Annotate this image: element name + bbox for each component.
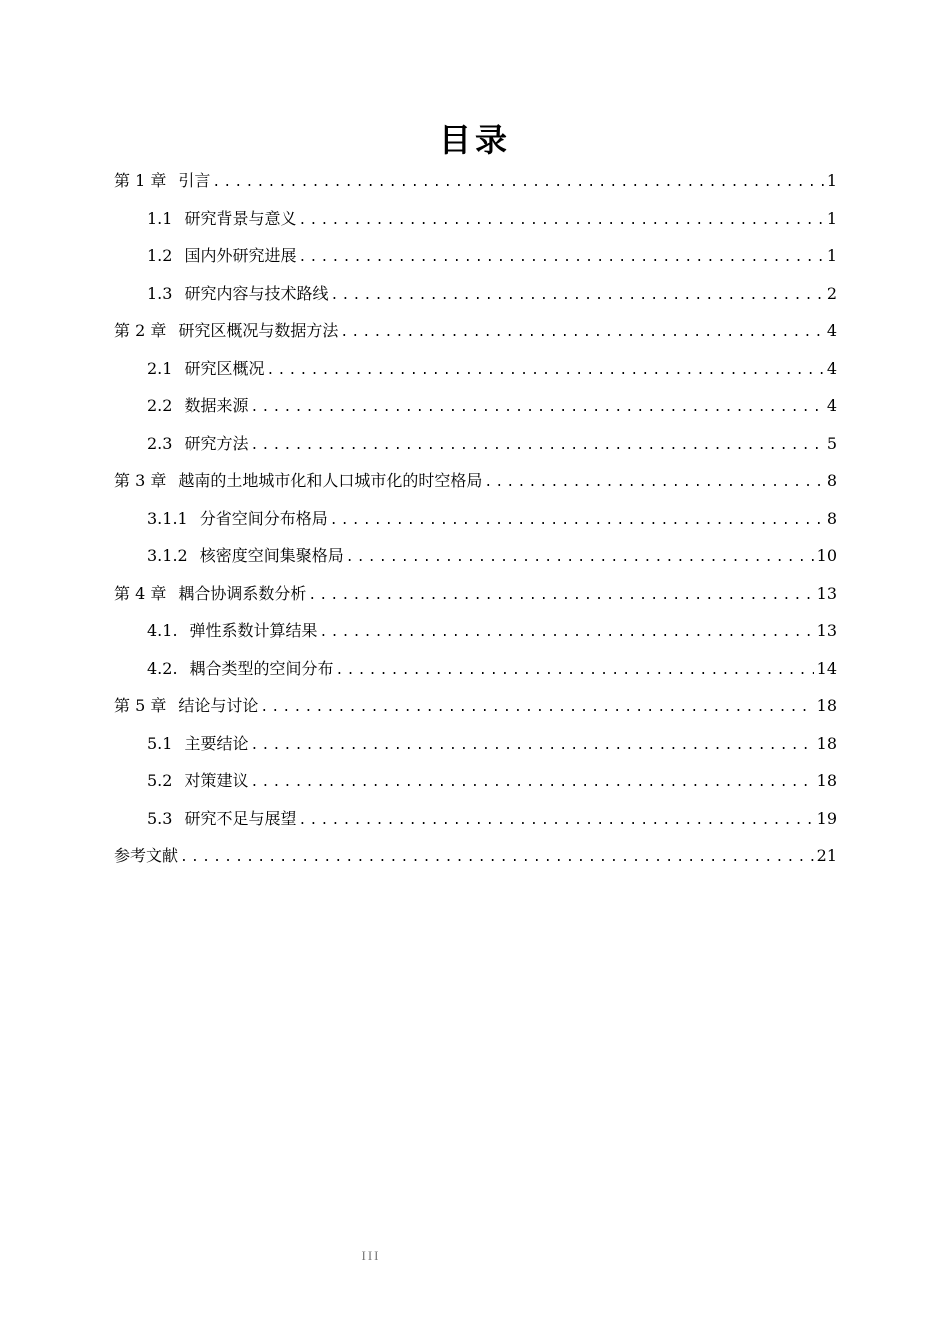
toc-entry-label [147, 350, 264, 388]
toc-entry[interactable] [114, 687, 837, 725]
toc-entry-text: 分省空间分布格局 [199, 508, 328, 528]
toc-entry-page: 21 [816, 846, 837, 865]
toc-entry[interactable] [114, 725, 837, 763]
toc-entry-text: 研究不足与展望 [184, 808, 297, 828]
toc-entry-page: 1 [826, 171, 837, 190]
dot-leader [250, 727, 813, 765]
dot-leader [250, 389, 823, 427]
toc-entry-label [147, 612, 318, 650]
toc-entry-label [147, 275, 328, 313]
toc-entry-text: 参考文献 [114, 846, 179, 865]
dot-leader [346, 539, 814, 577]
toc-entry-page: 8 [826, 508, 837, 528]
toc-entry-number: 1.2 [147, 246, 173, 265]
toc-entry-text: 研究区概况 [184, 358, 265, 378]
dot-leader [330, 502, 824, 540]
toc-entry-label [147, 387, 248, 425]
toc-entry-number: 4.1. [147, 621, 178, 640]
dot-leader [266, 352, 823, 390]
toc-entry[interactable] [114, 275, 837, 313]
table-of-contents [114, 162, 837, 875]
toc-entry-text: 耦合协调系数分析 [178, 583, 307, 603]
dot-leader [308, 577, 813, 615]
dot-leader [298, 239, 823, 277]
toc-entry-label [147, 237, 296, 275]
toc-entry[interactable] [114, 537, 837, 575]
dot-leader [336, 652, 814, 690]
toc-entry[interactable] [114, 200, 837, 238]
dot-leader [340, 314, 823, 352]
toc-entry-label [147, 800, 296, 838]
toc-entry[interactable] [114, 162, 837, 200]
dot-leader [298, 202, 823, 240]
toc-entry-number: 5.1 [147, 733, 173, 753]
toc-entry[interactable] [114, 575, 837, 613]
dot-leader [320, 614, 814, 652]
toc-entry-number: 2.2 [147, 396, 173, 415]
toc-entry-page: 2 [826, 283, 837, 303]
toc-entry-label [147, 537, 344, 575]
toc-title: 目录 [438, 121, 511, 159]
toc-entry-page: 4 [826, 321, 837, 340]
toc-entry[interactable] [114, 500, 837, 538]
toc-entry[interactable] [114, 312, 837, 350]
toc-entry-text: 耦合类型的空间分布 [189, 658, 334, 678]
toc-entry[interactable] [114, 837, 837, 875]
toc-entry-label [114, 462, 482, 500]
toc-entry-text: 主要结论 [184, 733, 249, 753]
toc-entry-text: 研究区概况与数据方法 [178, 321, 339, 340]
toc-entry-number: 1.3 [147, 283, 173, 303]
page-number: III [361, 1248, 381, 1263]
toc-entry-label [147, 425, 248, 463]
toc-entry[interactable] [114, 762, 837, 800]
toc-entry[interactable] [114, 237, 837, 275]
toc-entry[interactable] [114, 462, 837, 500]
toc-entry-page: 1 [826, 246, 837, 265]
toc-entry-text: 研究内容与技术路线 [184, 283, 329, 303]
toc-entry-number: 1.1 [147, 208, 173, 228]
toc-entry-number: 2.3 [147, 433, 173, 453]
toc-entry-label [147, 762, 248, 800]
toc-entry-number: 第 5 章 [114, 696, 167, 715]
toc-entry-label [114, 837, 178, 875]
dot-leader [250, 427, 823, 465]
toc-entry[interactable] [114, 800, 837, 838]
toc-entry-text: 研究方法 [184, 433, 249, 453]
toc-entry-text: 引言 [178, 171, 211, 190]
toc-entry-text: 结论与讨论 [178, 696, 259, 715]
dot-leader [180, 839, 814, 877]
toc-entry-text: 数据来源 [184, 396, 249, 415]
toc-entry[interactable] [114, 612, 837, 650]
toc-entry-number: 5.2 [147, 771, 173, 790]
toc-entry-page: 18 [816, 733, 837, 753]
toc-entry-text: 对策建议 [184, 771, 249, 790]
toc-entry-label [147, 200, 296, 238]
toc-entry-label [114, 312, 338, 350]
toc-entry-label [147, 500, 328, 538]
toc-entry-number: 3.1.1 [147, 508, 188, 528]
dot-leader [260, 689, 813, 727]
toc-entry-number: 第 1 章 [114, 171, 167, 190]
toc-entry-number: 5.3 [147, 808, 173, 828]
toc-entry-number: 第 4 章 [114, 583, 167, 603]
toc-entry[interactable] [114, 387, 837, 425]
toc-entry[interactable] [114, 350, 837, 388]
toc-entry-page: 10 [816, 546, 837, 565]
toc-entry-text: 国内外研究进展 [184, 246, 297, 265]
toc-entry-label [114, 575, 306, 613]
toc-entry-number: 第 2 章 [114, 321, 167, 340]
toc-entry-text: 弹性系数计算结果 [189, 621, 318, 640]
toc-entry-page: 14 [816, 658, 837, 678]
toc-entry-page: 13 [816, 583, 837, 603]
toc-entry-page: 8 [826, 471, 837, 490]
toc-entry-page: 19 [816, 808, 837, 828]
toc-entry[interactable] [114, 650, 837, 688]
toc-entry-number: 2.1 [147, 358, 173, 378]
toc-entry-number: 4.2. [147, 658, 178, 678]
toc-entry-page: 4 [826, 358, 837, 378]
toc-entry-label [147, 650, 334, 688]
toc-entry[interactable] [114, 425, 837, 463]
toc-entry-text: 越南的土地城市化和人口城市化的时空格局 [178, 471, 483, 490]
dot-leader [212, 164, 823, 202]
toc-entry-label [114, 687, 258, 725]
dot-leader [484, 464, 823, 502]
toc-entry-page: 18 [816, 771, 837, 790]
dot-leader [330, 277, 823, 315]
dot-leader [250, 764, 813, 802]
toc-entry-page: 13 [816, 621, 837, 640]
toc-entry-page: 4 [826, 396, 837, 415]
dot-leader [298, 802, 813, 840]
toc-entry-text: 核密度空间集聚格局 [199, 546, 344, 565]
toc-entry-number: 3.1.2 [147, 546, 188, 565]
toc-entry-label [114, 162, 210, 200]
toc-entry-page: 18 [816, 696, 837, 715]
toc-entry-label [147, 725, 248, 763]
toc-entry-text: 研究背景与意义 [184, 208, 297, 228]
toc-entry-page: 1 [826, 208, 837, 228]
toc-entry-page: 5 [826, 433, 837, 453]
toc-entry-number: 第 3 章 [114, 471, 167, 490]
